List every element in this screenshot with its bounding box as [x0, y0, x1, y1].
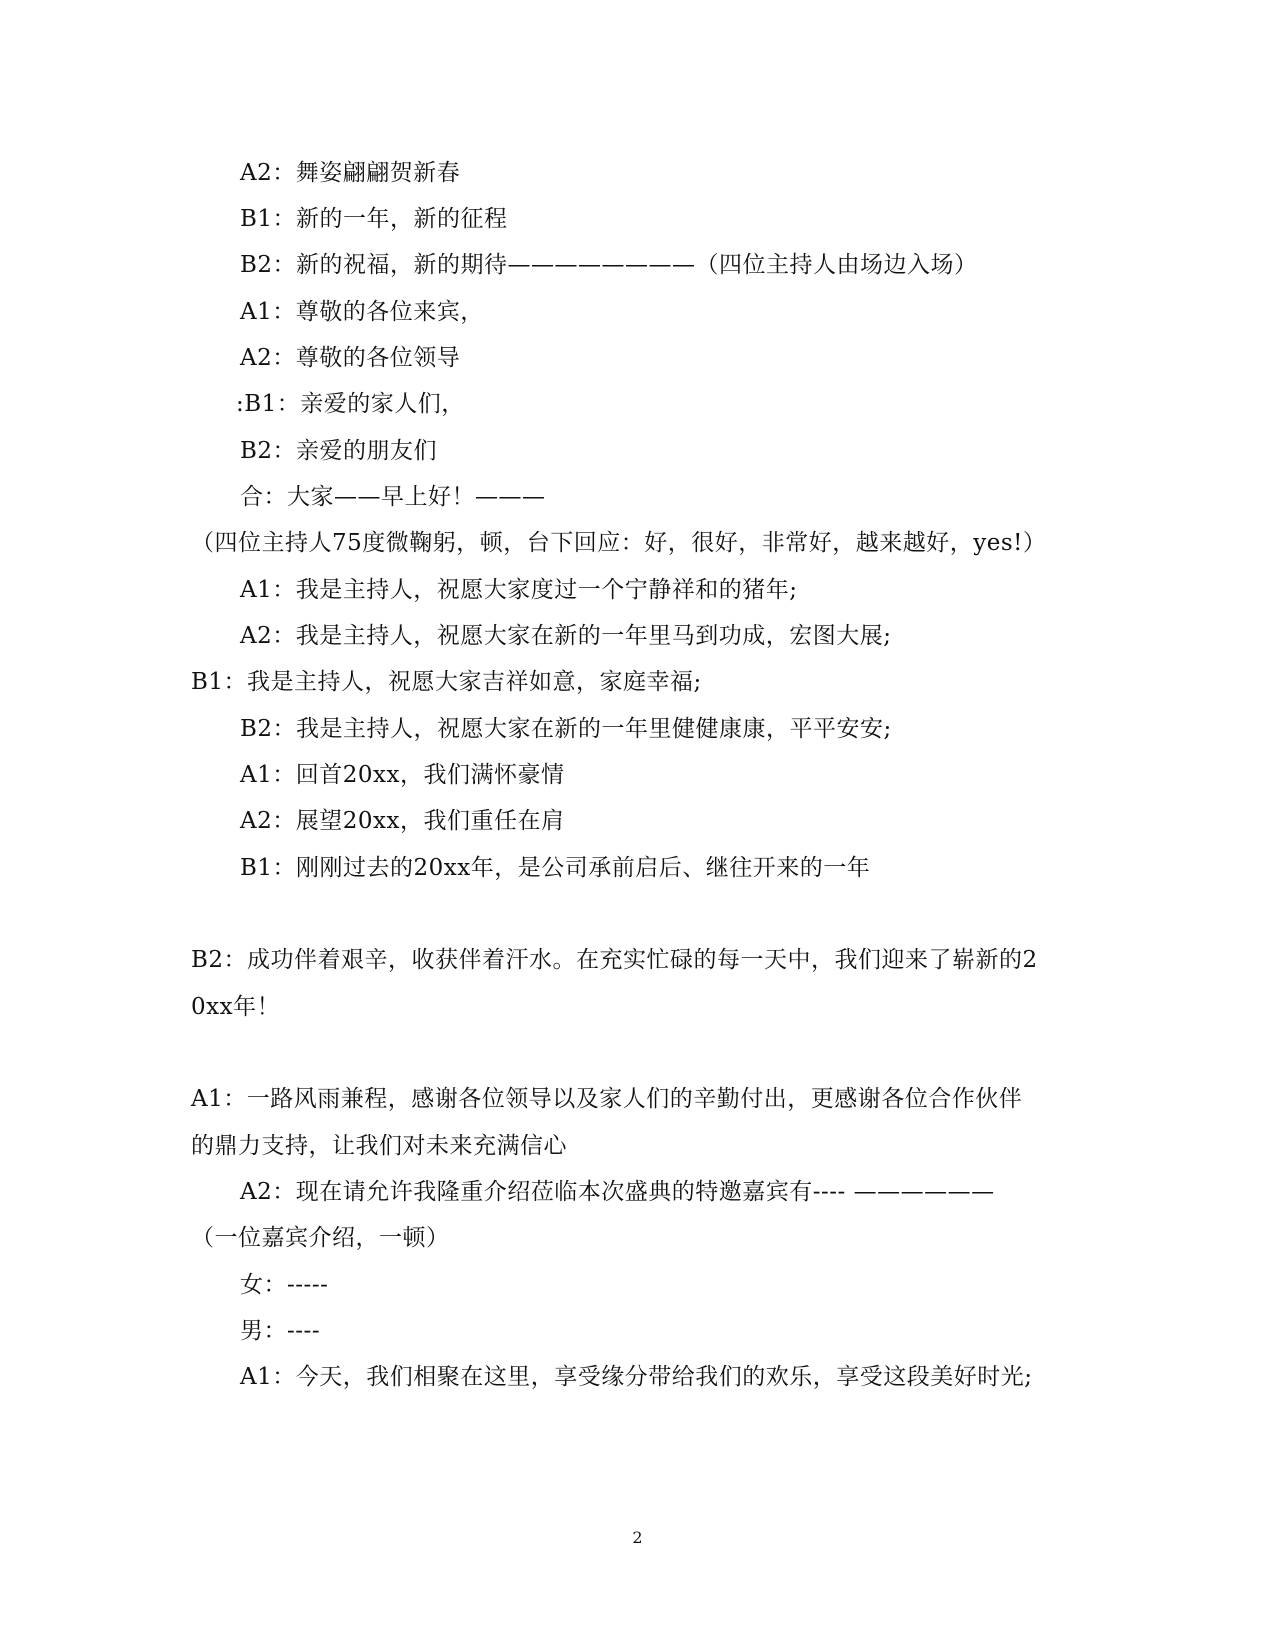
script-line: 女：----- — [240, 1272, 329, 1298]
script-line: 的鼎力支持，让我们对未来充满信心 — [191, 1133, 567, 1159]
script-line: B2：我是主持人，祝愿大家在新的一年里健健康康，平平安安; — [240, 716, 892, 742]
script-line: A2：现在请允许我隆重介绍莅临本次盛典的特邀嘉宾有---- —————— — [240, 1179, 995, 1205]
script-line: A1：一路风雨兼程，感谢各位领导以及家人们的辛勤付出，更感谢各位合作伙伴 — [191, 1086, 1023, 1112]
stage-direction: （一位嘉宾介绍，一顿） — [191, 1225, 450, 1251]
script-line: 男：---- — [240, 1318, 321, 1344]
script-line: A1：今天，我们相聚在这里，享受缘分带给我们的欢乐，享受这段美好时光; — [240, 1364, 1033, 1390]
stage-direction: （四位主持人75度微鞠躬，顿，台下回应：好，很好，非常好，越来越好，yes!） — [191, 530, 1047, 556]
script-line: A2：我是主持人，祝愿大家在新的一年里马到功成，宏图大展; — [240, 623, 892, 649]
script-line: B2：成功伴着艰辛，收获伴着汗水。在充实忙碌的每一天中，我们迎来了崭新的2 — [191, 947, 1038, 973]
script-line: 0xx年！ — [191, 994, 281, 1020]
script-line: A1：我是主持人，祝愿大家度过一个宁静祥和的猪年; — [240, 577, 798, 603]
script-line: B2：亲爱的朋友们 — [240, 438, 438, 464]
script-line: 合：大家——早上好！——— — [240, 484, 546, 510]
script-line: A2：展望20xx，我们重任在肩 — [240, 808, 565, 834]
script-line: B2：新的祝福，新的期待————————（四位主持人由场边入场） — [240, 252, 978, 278]
script-line: B1：我是主持人，祝愿大家吉祥如意，家庭幸福; — [191, 669, 702, 695]
script-line: :B1：亲爱的家人们， — [236, 391, 465, 417]
script-line: B1：新的一年，新的征程 — [240, 206, 508, 232]
script-line: A1：回首20xx，我们满怀豪情 — [240, 762, 565, 788]
script-line: A1：尊敬的各位来宾， — [240, 299, 484, 325]
page-number: 2 — [632, 1528, 643, 1547]
script-line: B1：刚刚过去的20xx年，是公司承前启后、继往开来的一年 — [240, 855, 871, 881]
script-line: A2：舞姿翩翩贺新春 — [240, 160, 461, 186]
script-line: A2：尊敬的各位领导 — [240, 345, 461, 371]
